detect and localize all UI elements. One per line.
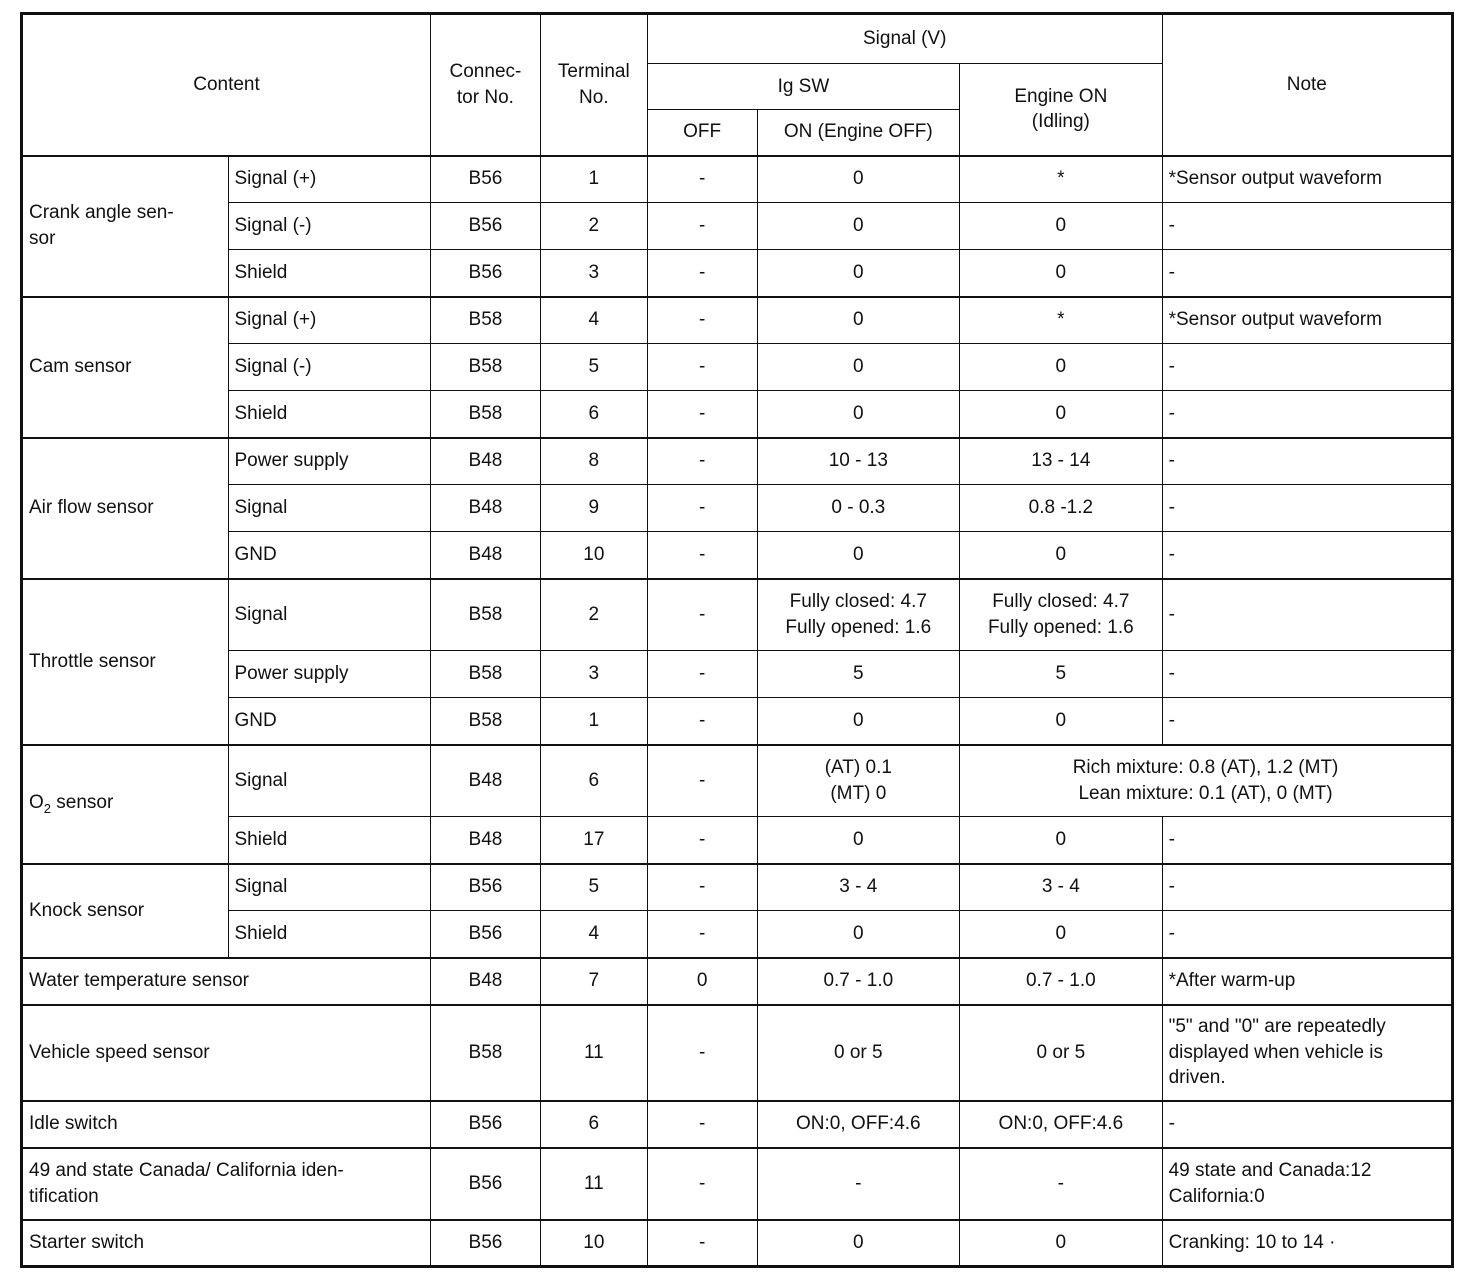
item-cell: Signal (-) <box>228 203 430 250</box>
table-row <box>22 438 1453 485</box>
engine-cell: 0.7 - 1.0 <box>960 958 1163 1005</box>
header-signal: Signal (V) <box>647 14 1162 64</box>
on-cell: 0 <box>757 1220 960 1267</box>
table-row <box>22 344 1453 391</box>
on-cell: Fully closed: 4.7 Fully opened: 1.6 <box>757 579 960 651</box>
off-cell: - <box>647 1101 757 1148</box>
terminal-cell: 9 <box>540 485 647 532</box>
off-cell: - <box>647 1148 757 1220</box>
terminal-cell: 1 <box>540 156 647 203</box>
terminal-cell: 6 <box>540 391 647 438</box>
connector-cell: B58 <box>430 391 540 438</box>
terminal-cell: 6 <box>540 1101 647 1148</box>
item-cell: Signal (-) <box>228 344 430 391</box>
note-cell: - <box>1162 391 1452 438</box>
off-cell: - <box>647 532 757 579</box>
off-cell: - <box>647 203 757 250</box>
connector-cell: B56 <box>430 1148 540 1220</box>
note-cell: - <box>1162 485 1452 532</box>
terminal-cell: 11 <box>540 1005 647 1101</box>
terminal-cell: 11 <box>540 1148 647 1220</box>
table-row <box>22 958 1453 1005</box>
engine-cell: 0 <box>960 344 1163 391</box>
engine-cell: 0 <box>960 250 1163 297</box>
item-cell: Signal <box>228 579 430 651</box>
note-cell: - <box>1162 532 1452 579</box>
engine-cell: 0 <box>960 203 1163 250</box>
off-cell: - <box>647 297 757 344</box>
item-cell: Shield <box>228 391 430 438</box>
engine-cell: 0.8 -1.2 <box>960 485 1163 532</box>
engine-cell: 0 <box>960 698 1163 745</box>
o2-label-main: O <box>29 792 44 814</box>
terminal-cell: 4 <box>540 297 647 344</box>
group-label-throttle: Throttle sensor <box>22 579 229 745</box>
terminal-cell: 4 <box>540 911 647 958</box>
terminal-cell: 5 <box>540 344 647 391</box>
off-cell: - <box>647 485 757 532</box>
engine-cell: 0 <box>960 1220 1163 1267</box>
header-on-engine-off: ON (Engine OFF) <box>757 110 960 156</box>
group-label-cam: Cam sensor <box>22 297 229 438</box>
item-cell: GND <box>228 532 430 579</box>
note-cell: - <box>1162 438 1452 485</box>
terminal-cell: 3 <box>540 651 647 698</box>
item-cell: Signal <box>228 485 430 532</box>
on-cell: 0.7 - 1.0 <box>757 958 960 1005</box>
table-row <box>22 651 1453 698</box>
item-cell: Shield <box>228 817 430 864</box>
engine-cell: 3 - 4 <box>960 864 1163 911</box>
connector-cell: B48 <box>430 817 540 864</box>
off-cell: - <box>647 1220 757 1267</box>
connector-cell: B56 <box>430 911 540 958</box>
item-cell: Signal (+) <box>228 297 430 344</box>
note-cell: - <box>1162 579 1452 651</box>
connector-cell: B58 <box>430 651 540 698</box>
table-row <box>22 1101 1453 1148</box>
engine-cell: 0 <box>960 391 1163 438</box>
on-cell: 0 <box>757 532 960 579</box>
engine-cell: ON:0, OFF:4.6 <box>960 1101 1163 1148</box>
single-label: 49 and state Canada/ California iden- tification <box>22 1148 431 1220</box>
group-label-airflow: Air flow sensor <box>22 438 229 579</box>
note-cell: - <box>1162 651 1452 698</box>
connector-cell: B58 <box>430 579 540 651</box>
connector-cell: B58 <box>430 698 540 745</box>
item-cell: Power supply <box>228 438 430 485</box>
engine-cell: 5 <box>960 651 1163 698</box>
connector-cell: B48 <box>430 532 540 579</box>
on-cell: 0 <box>757 156 960 203</box>
off-cell: - <box>647 1005 757 1101</box>
on-cell: 0 - 0.3 <box>757 485 960 532</box>
terminal-cell: 5 <box>540 864 647 911</box>
item-cell: Shield <box>228 250 430 297</box>
on-cell: 0 <box>757 297 960 344</box>
off-cell: - <box>647 745 757 817</box>
terminal-cell: 1 <box>540 698 647 745</box>
engine-note-merged-cell: Rich mixture: 0.8 (AT), 1.2 (MT) Lean mixture: 0.1 (AT), 0 (MT) <box>960 745 1453 817</box>
terminal-cell: 10 <box>540 1220 647 1267</box>
engine-cell: - <box>960 1148 1163 1220</box>
terminal-cell: 7 <box>540 958 647 1005</box>
connector-cell: B58 <box>430 1005 540 1101</box>
engine-cell: 0 <box>960 532 1163 579</box>
header-row-1 <box>22 14 1453 64</box>
item-cell: Power supply <box>228 651 430 698</box>
note-cell: - <box>1162 1101 1452 1148</box>
terminal-cell: 2 <box>540 579 647 651</box>
header-connector: Connec- tor No. <box>430 14 540 156</box>
on-cell: - <box>757 1148 960 1220</box>
engine-cell: Fully closed: 4.7 Fully opened: 1.6 <box>960 579 1163 651</box>
header-ig-sw: Ig SW <box>647 64 959 110</box>
connector-cell: B48 <box>430 745 540 817</box>
off-cell: - <box>647 156 757 203</box>
note-cell: *Sensor output waveform <box>1162 297 1452 344</box>
engine-cell: 13 - 14 <box>960 438 1163 485</box>
table-row <box>22 817 1453 864</box>
on-cell: ON:0, OFF:4.6 <box>757 1101 960 1148</box>
table-row <box>22 698 1453 745</box>
off-cell: - <box>647 579 757 651</box>
table-row <box>22 1220 1453 1267</box>
item-cell: Signal <box>228 864 430 911</box>
on-cell: 0 <box>757 250 960 297</box>
table-row <box>22 297 1453 344</box>
off-cell: - <box>647 344 757 391</box>
engine-cell: 0 <box>960 911 1163 958</box>
engine-cell: * <box>960 156 1163 203</box>
o2-label-sub: 2 <box>43 801 52 817</box>
off-cell: - <box>647 250 757 297</box>
table-row <box>22 911 1453 958</box>
off-cell: - <box>647 438 757 485</box>
note-cell: *Sensor output waveform <box>1162 156 1452 203</box>
table-row <box>22 485 1453 532</box>
on-cell: 0 <box>757 344 960 391</box>
table-row <box>22 391 1453 438</box>
on-cell: 5 <box>757 651 960 698</box>
group-label-crank: Crank angle sen- sor <box>22 156 229 297</box>
note-cell: - <box>1162 344 1452 391</box>
engine-cell: 0 <box>960 817 1163 864</box>
item-cell: Shield <box>228 911 430 958</box>
note-cell: - <box>1162 864 1452 911</box>
off-cell: - <box>647 911 757 958</box>
signal-table <box>20 12 1454 1268</box>
terminal-cell: 8 <box>540 438 647 485</box>
connector-cell: B56 <box>430 203 540 250</box>
terminal-cell: 17 <box>540 817 647 864</box>
terminal-cell: 10 <box>540 532 647 579</box>
o2-label-rest: sensor <box>51 792 114 814</box>
connector-cell: B56 <box>430 156 540 203</box>
table-row <box>22 250 1453 297</box>
table-row <box>22 203 1453 250</box>
connector-cell: B58 <box>430 344 540 391</box>
note-cell: *After warm-up <box>1162 958 1452 1005</box>
single-label: Idle switch <box>22 1101 431 1148</box>
connector-cell: B48 <box>430 485 540 532</box>
terminal-cell: 2 <box>540 203 647 250</box>
table-row <box>22 532 1453 579</box>
engine-cell: * <box>960 297 1163 344</box>
connector-cell: B48 <box>430 958 540 1005</box>
note-cell: - <box>1162 698 1452 745</box>
single-label: Starter switch <box>22 1220 431 1267</box>
item-cell: GND <box>228 698 430 745</box>
off-cell: - <box>647 698 757 745</box>
item-cell: Signal <box>228 745 430 817</box>
note-cell: - <box>1162 817 1452 864</box>
off-cell: 0 <box>647 958 757 1005</box>
connector-cell: B56 <box>430 1101 540 1148</box>
on-cell: 0 <box>757 391 960 438</box>
on-cell: 0 <box>757 911 960 958</box>
table-row <box>22 864 1453 911</box>
header-terminal: Terminal No. <box>540 14 647 156</box>
engine-cell: 0 or 5 <box>960 1005 1163 1101</box>
single-label: Vehicle speed sensor <box>22 1005 431 1101</box>
connector-cell: B48 <box>430 438 540 485</box>
on-cell: 0 <box>757 203 960 250</box>
note-cell: Cranking: 10 to 14 · <box>1162 1220 1452 1267</box>
connector-cell: B56 <box>430 1220 540 1267</box>
connector-cell: B56 <box>430 250 540 297</box>
note-cell: - <box>1162 250 1452 297</box>
on-cell: 0 <box>757 698 960 745</box>
terminal-cell: 6 <box>540 745 647 817</box>
off-cell: - <box>647 817 757 864</box>
group-label-knock: Knock sensor <box>22 864 229 958</box>
note-cell: - <box>1162 911 1452 958</box>
off-cell: - <box>647 651 757 698</box>
on-cell: 10 - 13 <box>757 438 960 485</box>
group-label-o2 <box>22 745 229 864</box>
note-cell: - <box>1162 203 1452 250</box>
on-cell: 0 or 5 <box>757 1005 960 1101</box>
off-cell: - <box>647 864 757 911</box>
table-row <box>22 745 1453 817</box>
single-label: Water temperature sensor <box>22 958 431 1005</box>
table-row <box>22 156 1453 203</box>
terminal-cell: 3 <box>540 250 647 297</box>
table-row <box>22 1148 1453 1220</box>
note-cell: 49 state and Canada:12 California:0 <box>1162 1148 1452 1220</box>
connector-cell: B58 <box>430 297 540 344</box>
table-row <box>22 1005 1453 1101</box>
off-cell: - <box>647 391 757 438</box>
connector-cell: B56 <box>430 864 540 911</box>
on-cell: 0 <box>757 817 960 864</box>
item-cell: Signal (+) <box>228 156 430 203</box>
note-cell: "5" and "0" are repeatedly displayed when vehicle is driven. <box>1162 1005 1452 1101</box>
on-cell: (AT) 0.1 (MT) 0 <box>757 745 960 817</box>
header-content: Content <box>22 14 431 156</box>
header-engine-on: Engine ON (Idling) <box>960 64 1163 156</box>
on-cell: 3 - 4 <box>757 864 960 911</box>
header-off: OFF <box>647 110 757 156</box>
header-note: Note <box>1162 14 1452 156</box>
table-row <box>22 579 1453 651</box>
